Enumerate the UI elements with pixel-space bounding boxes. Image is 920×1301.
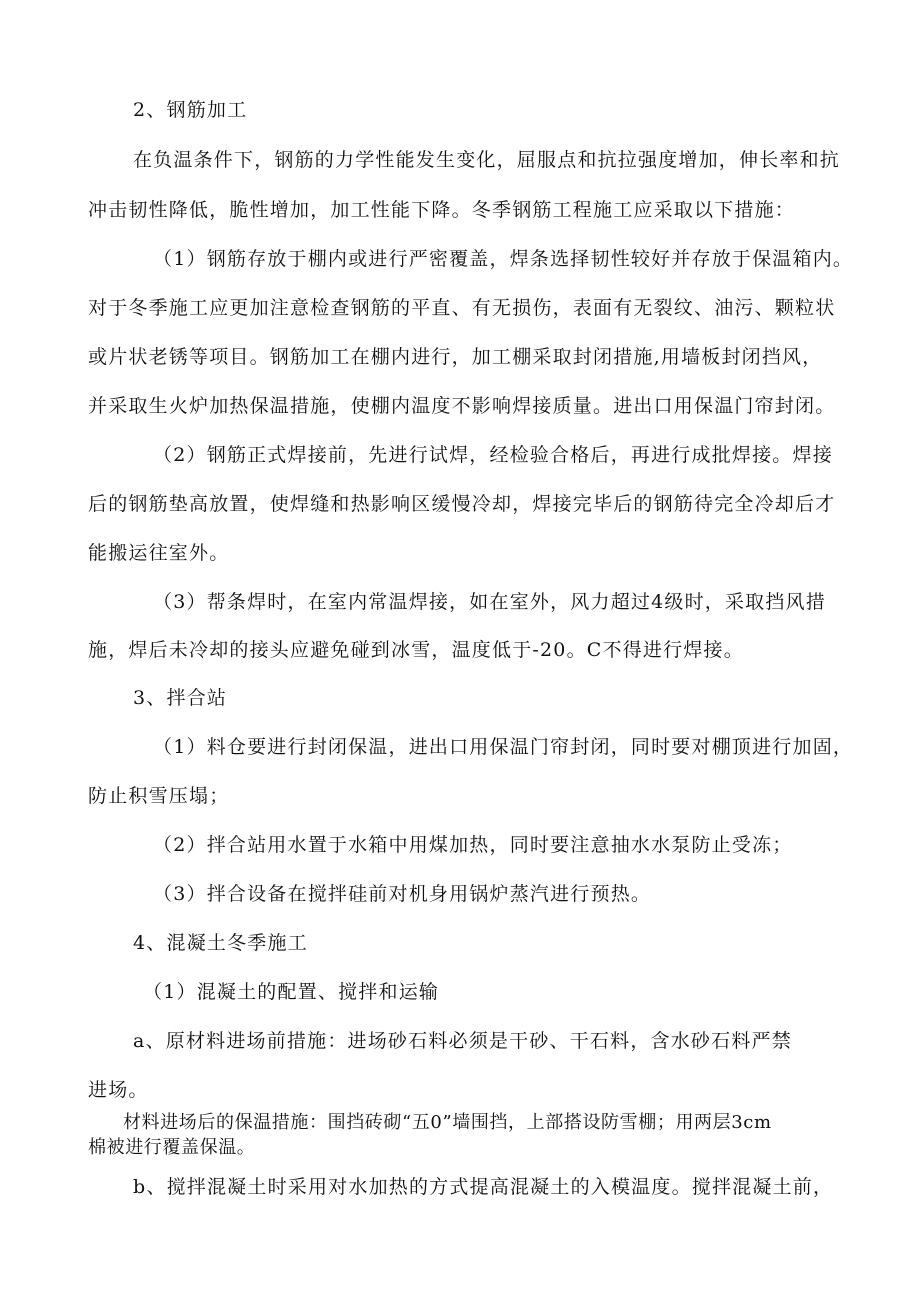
paragraph-line: 后的钢筋垫高放置，使焊缝和热影响区缓慢冷却，焊接完毕后的钢筋待完全冷却后才 [88,493,836,515]
section-4-subheading: （1）混凝土的配置、搅拌和运输 [143,981,440,1003]
paragraph-line: （3）帮条焊时，在室内常温焊接，如在室外，风力超过4级时，采取挡风措 [153,591,826,613]
paragraph-line: 棉被进行覆盖保温。 [88,1137,256,1158]
section-4-heading: 4、混凝土冬季施工 [133,932,308,954]
section-2-heading: 2、钢筋加工 [133,99,248,121]
paragraph-line: （1）料仓要进行封闭保温，进出口用保温门帘封闭，同时要对棚顶进行加固， [153,736,854,758]
paragraph-line: （3）拌合设备在搅拌硅前对机身用锅炉蒸汽进行预热。 [153,883,652,905]
paragraph-line: 材料进场后的保温措施：围挡砖砌“五0”墙围挡，上部搭设防雪棚；用两层3cm [123,1112,772,1133]
paragraph-line: （1）钢筋存放于棚内或进行严密覆盖，焊条选择韧性较好并存放于保温箱内。 [153,248,854,270]
paragraph-line: 对于冬季施工应更加注意检查钢筋的平直、有无损伤，表面有无裂纹、油污、颗粒状 [88,297,836,319]
paragraph-line: 在负温条件下，钢筋的力学性能发生变化，屈服点和抗拉强度增加，伸长率和抗 [133,149,841,171]
section-3-heading: 3、拌合站 [133,687,228,709]
paragraph-line: b、搅拌混凝土时采用对水加热的方式提高混凝土的入模温度。搅拌混凝土前， [133,1176,834,1198]
paragraph-line: 冲击韧性降低，脆性增加，加工性能下降。冬季钢筋工程施工应采取以下措施： [88,199,796,221]
paragraph-line: 防止积雪压塌； [88,785,230,807]
paragraph-line: （2）钢筋正式焊接前，先进行试焊，经检验合格后，再进行成批焊接。焊接 [153,444,833,466]
paragraph-line: 或片状老锈等项目。钢筋加工在棚内进行，加工棚采取封闭措施,用墙板封闭挡风， [88,346,823,368]
paragraph-line: 并采取生火炉加热保温措施，使棚内温度不影响焊接质量。进出口用保温门帘封闭。 [88,395,836,417]
paragraph-line: 能搬运往室外。 [88,542,230,564]
paragraph-line: 进场。 [88,1079,149,1101]
paragraph-line: a、原材料进场前措施：进场砂石料必须是干砂、干石料，含水砂石料严禁 [133,1030,792,1052]
paragraph-line: （2）拌合站用水置于水箱中用煤加热，同时要注意抽水水泵防止受冻； [153,834,793,856]
paragraph-line: 施，焊后未冷却的接头应避免碰到冰雪，温度低于-20。C不得进行焊接。 [88,639,744,661]
